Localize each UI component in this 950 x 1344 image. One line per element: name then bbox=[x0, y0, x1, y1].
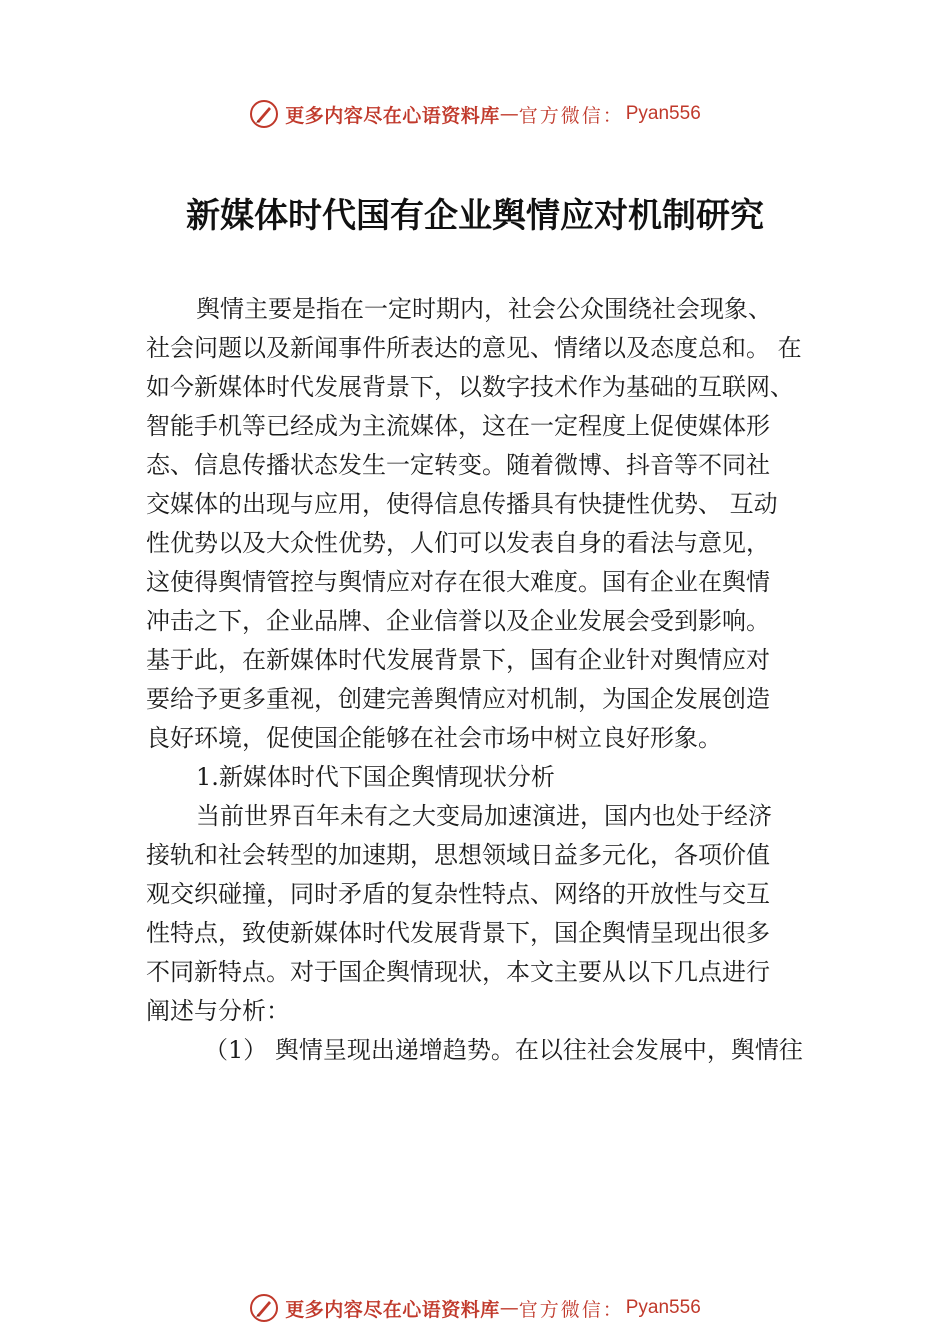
header-wechat-id: Pyan556 bbox=[625, 103, 701, 124]
paragraph-line: 性优势以及大众性优势，人们可以发表自身的看法与意见， bbox=[146, 529, 770, 557]
paragraph-line: 这使得舆情管控与舆情应对存在很大难度。国有企业在舆情 bbox=[146, 568, 770, 596]
paragraph-line: 智能手机等已经成为主流媒体，这在一定程度上促使媒体形 bbox=[146, 412, 770, 440]
paragraph-line: 态、信息传播状态发生一定转变。随着微博、抖音等不同社 bbox=[146, 451, 770, 479]
section-heading: 1.新媒体时代下国企舆情现状分析 bbox=[196, 763, 555, 791]
paragraph-line: 如今新媒体时代发展背景下，以数字技术作为基础的互联网、 bbox=[146, 373, 794, 401]
quill-pen-circle-icon bbox=[249, 99, 279, 129]
footer-banner-separator: — bbox=[499, 1297, 519, 1319]
paragraph-line: 冲击之下，企业品牌、企业信誉以及企业发展会受到影响。 bbox=[146, 607, 770, 635]
paragraph-line: 不同新特点。对于国企舆情现状，本文主要从以下几点进行 bbox=[146, 958, 770, 986]
paragraph-line: 社会问题以及新闻事件所表达的意见、情绪以及态度总和。 在 bbox=[146, 334, 802, 362]
paragraph-line: 基于此，在新媒体时代发展背景下，国有企业针对舆情应对 bbox=[146, 646, 770, 674]
paragraph-line: 观交织碰撞，同时矛盾的复杂性特点、网络的开放性与交互 bbox=[146, 880, 770, 908]
paragraph-line: 阐述与分析： bbox=[146, 997, 290, 1025]
footer-banner bbox=[0, 1290, 950, 1326]
header-banner-separator: — bbox=[499, 103, 519, 125]
paragraph-line: 交媒体的出现与应用，使得信息传播具有快捷性优势、 互动 bbox=[146, 490, 778, 518]
page-title: 新媒体时代国有企业舆情应对机制研究 bbox=[186, 196, 764, 236]
paragraph-line: 接轨和社会转型的加速期，思想领域日益多元化，各项价值 bbox=[146, 841, 770, 869]
header-wechat-label: 官方微信： bbox=[518, 104, 624, 127]
paragraph-line: 良好环境，促使国企能够在社会市场中树立良好形象。 bbox=[146, 724, 722, 752]
header-banner-text: 更多内容尽在心语资料库 bbox=[285, 104, 500, 127]
paragraph-line: 舆情主要是指在一定时期内，社会公众围绕社会现象、 bbox=[196, 295, 772, 323]
paragraph-line: 性特点，致使新媒体时代发展背景下，国企舆情呈现出很多 bbox=[146, 919, 770, 947]
paragraph-line: 要给予更多重视，创建完善舆情应对机制，为国企发展创造 bbox=[146, 685, 770, 713]
paragraph-line: （1） 舆情呈现出递增趋势。在以往社会发展中，舆情往 bbox=[204, 1036, 803, 1064]
quill-pen-circle-icon bbox=[249, 1293, 279, 1323]
paragraph-line: 当前世界百年未有之大变局加速演进，国内也处于经济 bbox=[196, 802, 772, 830]
header-banner bbox=[0, 96, 950, 132]
footer-wechat-label: 官方微信： bbox=[518, 1298, 624, 1321]
document-body bbox=[146, 290, 826, 1070]
footer-wechat-id: Pyan556 bbox=[625, 1297, 701, 1318]
footer-banner-text: 更多内容尽在心语资料库 bbox=[285, 1298, 500, 1321]
